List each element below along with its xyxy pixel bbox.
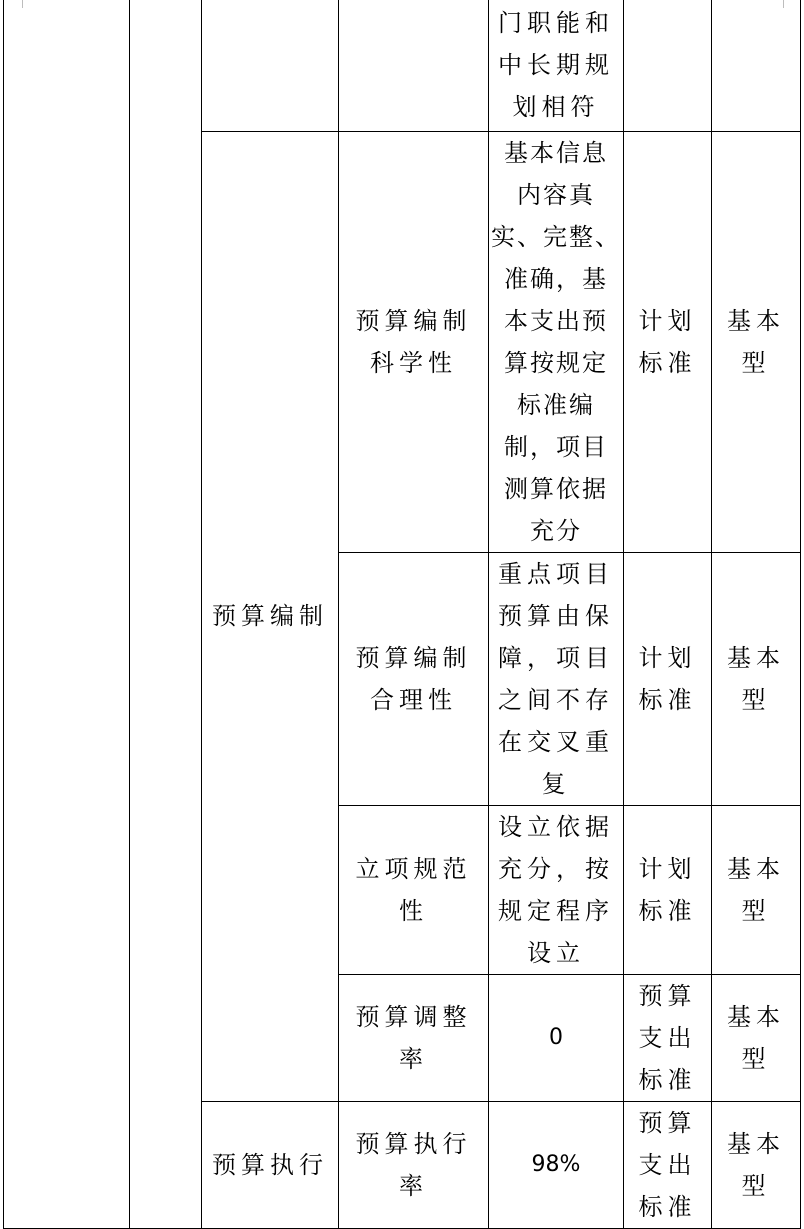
indicator-value-cell (489, 1101, 624, 1228)
standard-cell (624, 1101, 712, 1228)
level2-indicator: 预算编制 (212, 602, 328, 630)
level3-indicator: 预算编制 合理性 (355, 643, 472, 714)
table-row (4, 0, 801, 131)
standard: 预算 支出 标准 (638, 1108, 697, 1221)
standard-cell (624, 974, 712, 1101)
type-cell (712, 974, 801, 1101)
indicator-value-cell (489, 552, 624, 805)
level3-indicator-cell (339, 552, 489, 805)
standard-cell (624, 0, 712, 131)
indicator-value: 0 (549, 1024, 563, 1050)
standard-cell (624, 805, 712, 974)
indicator-type: 基本 型 (727, 643, 785, 714)
type-cell (712, 552, 801, 805)
indicator-value-cell (489, 131, 624, 552)
level3-indicator-cell (339, 805, 489, 974)
standard-cell (624, 131, 712, 552)
level1-indicator-cell (4, 0, 130, 1228)
standard: 计划 标准 (638, 854, 697, 925)
indicator-value: 基本信息 内容真 实、完整、 准确，基 本支出预 算按规定 标准编 制，项目 测算依据 充分 (491, 138, 621, 545)
level3-indicator-cell (339, 131, 489, 552)
indicator-value: 门职能和 中长期规 划相符 (498, 9, 614, 122)
indicator-value: 重点项目 预算由保 障，项目 之间不存 在交叉重 复 (498, 559, 614, 798)
performance-indicator-table (3, 0, 801, 1229)
standard: 计划 标准 (638, 306, 697, 377)
type-cell (712, 1101, 801, 1228)
type-cell (712, 805, 801, 974)
level3-indicator: 预算调整 率 (355, 1002, 472, 1073)
level3-indicator-cell (339, 1101, 489, 1228)
level2-indicator-cell (202, 131, 339, 1101)
indicator-type: 基本 型 (727, 306, 785, 377)
indicator-value-cell (489, 805, 624, 974)
indicator-value: 98% (531, 1151, 581, 1177)
level3-indicator: 立项规范 性 (355, 854, 472, 925)
indicator-value-cell (489, 0, 624, 131)
indicator-value: 设立依据 充分，按 规定程序 设立 (498, 812, 614, 967)
indicator-type: 基本 型 (727, 854, 785, 925)
type-cell (712, 0, 801, 131)
level3-indicator: 预算编制 科学性 (355, 306, 472, 377)
level1-sub-cell (130, 0, 202, 1228)
standard: 预算 支出 标准 (638, 981, 697, 1094)
level3-indicator-cell (339, 974, 489, 1101)
level2-indicator: 预算执行 (212, 1150, 328, 1179)
level3-indicator: 预算执行 率 (355, 1129, 472, 1200)
indicator-value-cell (489, 974, 624, 1101)
level2-indicator-cell (202, 0, 339, 131)
level2-indicator-cell (202, 1101, 339, 1228)
standard: 计划 标准 (638, 643, 697, 714)
standard-cell (624, 552, 712, 805)
indicator-type: 基本 型 (727, 1129, 785, 1200)
indicator-type: 基本 型 (727, 1002, 785, 1073)
level3-indicator-cell (339, 0, 489, 131)
type-cell (712, 131, 801, 552)
